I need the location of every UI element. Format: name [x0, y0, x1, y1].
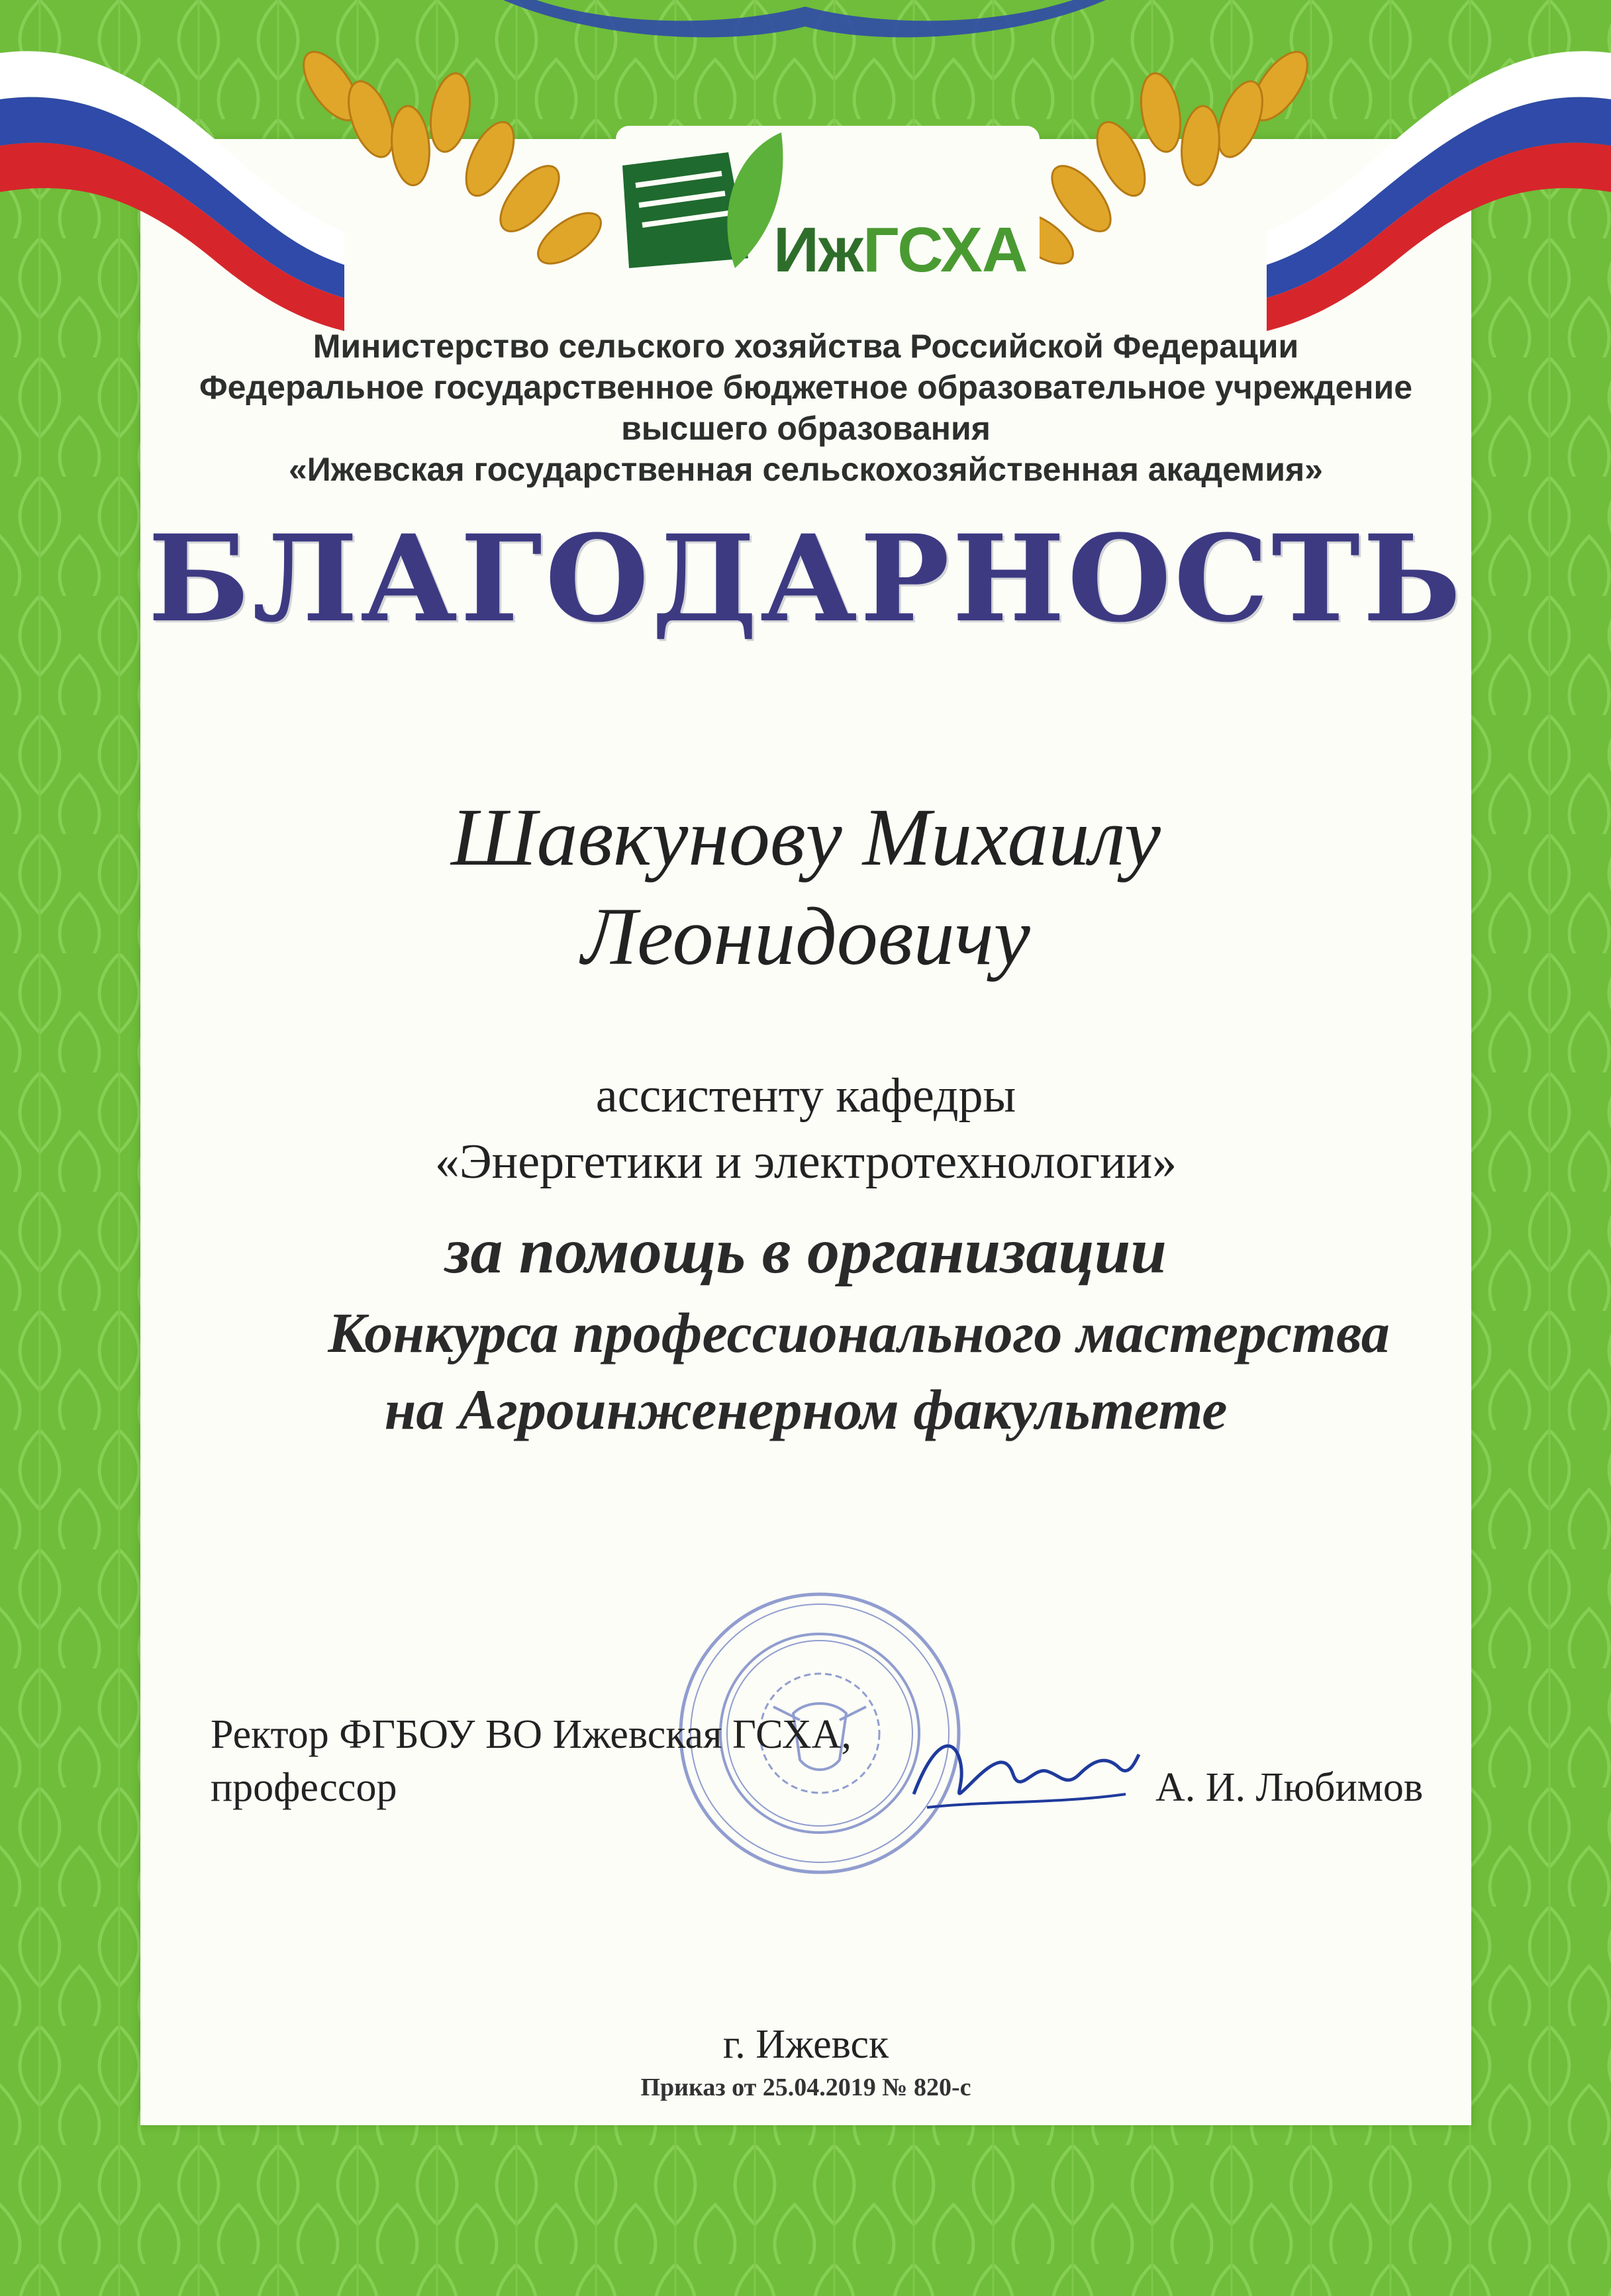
position-line2: «Энергетики и электротехнологии»	[434, 1135, 1177, 1189]
recipient-name-line1: Шавкунову Михаилу	[451, 792, 1161, 883]
recipient-name-line2: Леонидовичу	[581, 891, 1030, 982]
signer-title	[211, 1708, 852, 1814]
reason-line3: на Агроинженерном факультете	[384, 1378, 1228, 1441]
left-flag-ribbon	[0, 51, 344, 331]
institution-header	[140, 326, 1471, 490]
header-line-institution-type: Федеральное государственное бюджетное образовательное учреждение	[199, 369, 1413, 406]
handwritten-signature	[907, 1715, 1146, 1827]
award-reason	[140, 1208, 1471, 1448]
order-reference: Приказ от 25.04.2019 № 820-с	[640, 2074, 971, 2101]
recipient-name	[140, 788, 1471, 986]
position-line1: ассистенту кафедры	[595, 1069, 1016, 1123]
academy-logo-text: ИжГСХА	[773, 215, 1028, 285]
right-flag-ribbon	[1267, 51, 1611, 331]
recipient-position	[140, 1063, 1471, 1195]
signer-name: А. И. Любимов	[1155, 1765, 1424, 1810]
reason-line1: за помощь в организации	[445, 1216, 1167, 1287]
certificate-title: БЛАГОДАРНОСТЬ	[148, 509, 1464, 649]
header-line-ministry: Министерство сельского хозяйства Российской Федерации	[313, 328, 1299, 365]
header-line-academy-name: «Ижевская государственная сельскохозяйственная академия»	[289, 451, 1323, 488]
header-line-education-level: высшего образования	[621, 410, 991, 447]
reason-line2: Конкурса профессионального мастерства	[328, 1301, 1390, 1364]
signer-role-line2: профессор	[211, 1765, 397, 1810]
issue-city: г. Ижевск	[722, 2022, 889, 2067]
signer-role-line1: Ректор ФГБОУ ВО Ижевская ГСХА,	[211, 1712, 852, 1757]
